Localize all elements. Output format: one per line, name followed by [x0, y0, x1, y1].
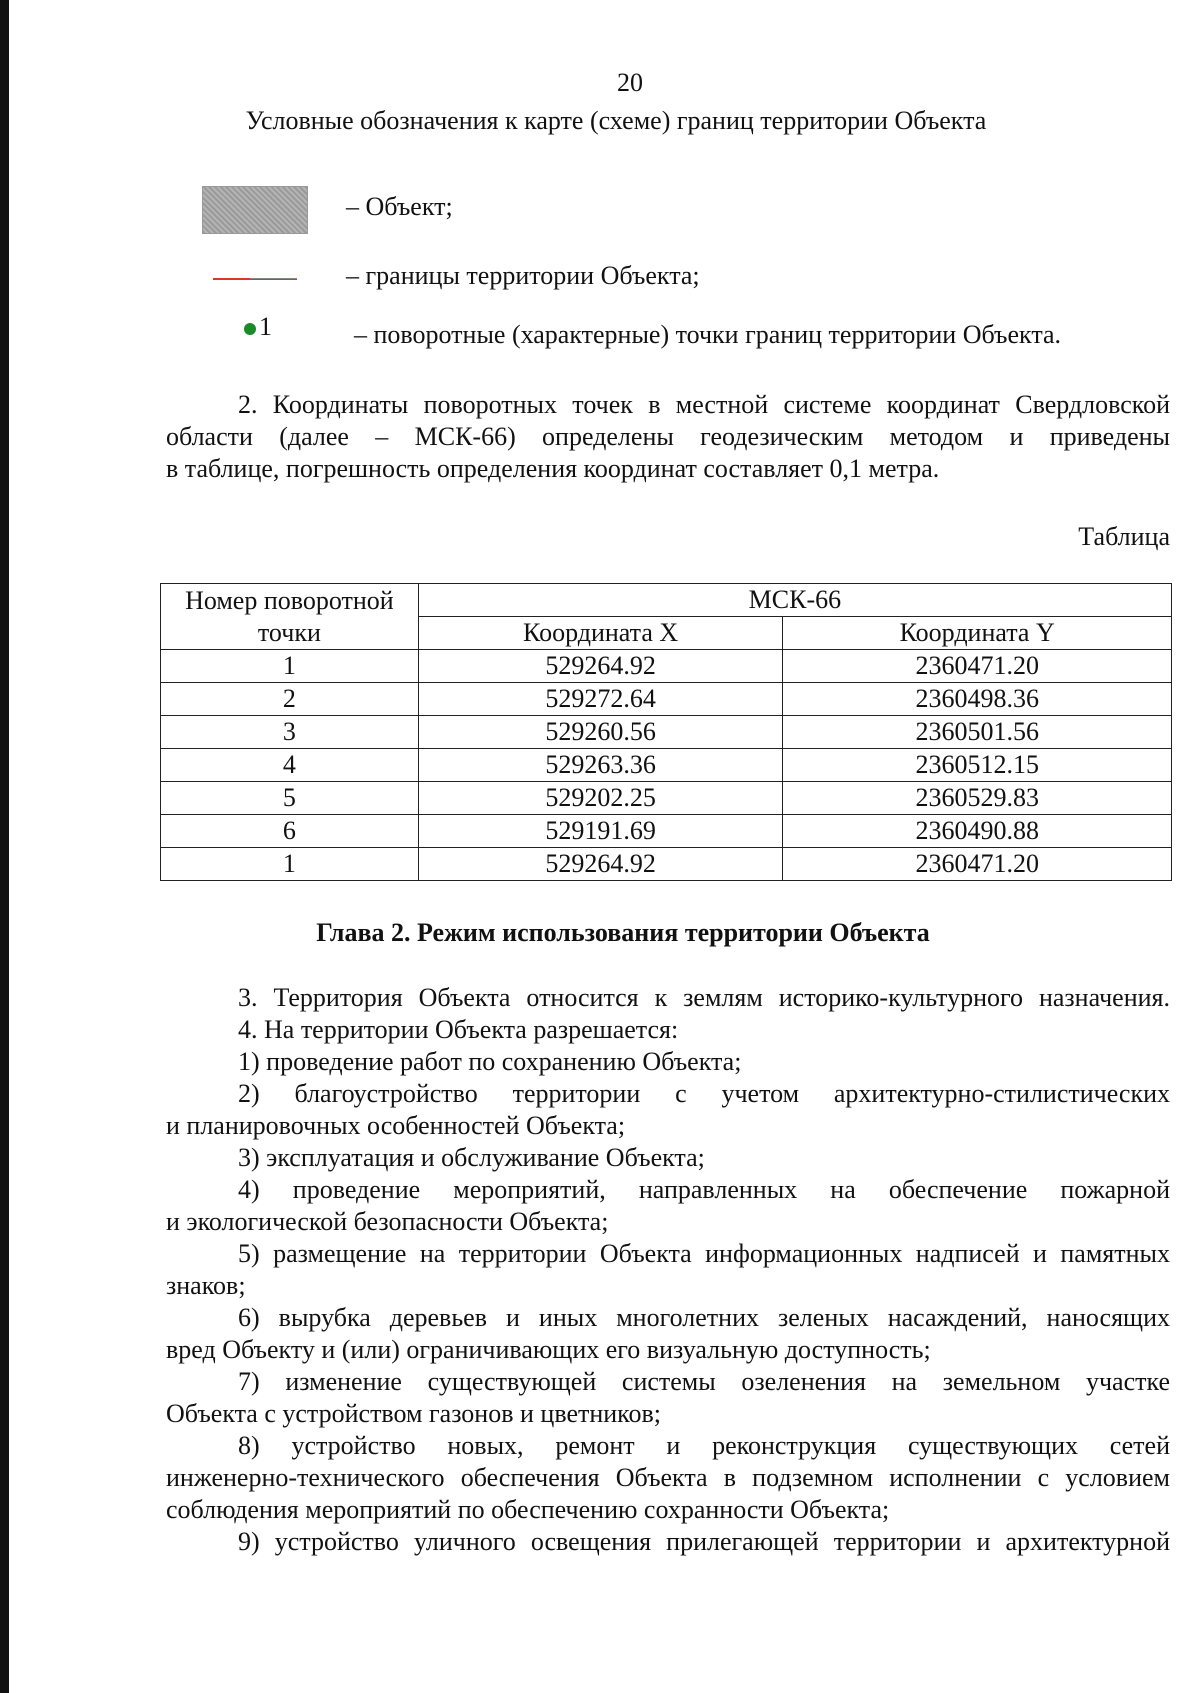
- body-line: Объекта с устройством газонов и цветников;: [166, 1399, 661, 1428]
- paragraph-2-line: в таблице, погрешность определения координат составляет 0,1 метра.: [166, 454, 940, 483]
- legend-title: Условные обозначения к карте (схеме) границ территории Объекта: [245, 106, 987, 135]
- body-line: 5) размещение на территории Объекта информационных надписей и памятных: [238, 1239, 1170, 1268]
- cell-point-number: 4: [161, 749, 419, 782]
- turning-point-dot-icon: [244, 323, 256, 335]
- cell-x: 529263.36: [418, 749, 783, 782]
- body-line: 6) вырубка деревьев и иных многолетних зеленых насаждений, наносящих: [238, 1303, 1170, 1332]
- body-line: соблюдения мероприятий по обеспечению сохранности Объекта;: [166, 1495, 890, 1524]
- body-line: и планировочных особенностей Объекта;: [166, 1111, 626, 1140]
- cell-y: 2360529.83: [783, 782, 1172, 815]
- cell-point-number: 1: [161, 650, 419, 683]
- paragraph-2-line: области (далее – МСК-66) определены геодезическим методом и приведены: [166, 422, 1170, 451]
- cell-y: 2360471.20: [783, 650, 1172, 683]
- legend-object-label: – Объект;: [346, 192, 453, 221]
- cell-y: 2360490.88: [783, 815, 1172, 848]
- boundary-legend-line-extension: [250, 278, 297, 279]
- page-number: 20: [617, 68, 643, 97]
- paragraph-2: [166, 389, 1170, 485]
- legend-point-marker-number: 1: [259, 312, 272, 341]
- legend-point-label: – поворотные (характерные) точки границ территории Объекта.: [354, 320, 1062, 349]
- cell-y: 2360501.56: [783, 716, 1172, 749]
- cell-point-number: 1: [161, 848, 419, 881]
- body-line: 3. Территория Объекта относится к землям историко-культурного назначения.: [238, 983, 1170, 1012]
- cell-point-number: 3: [161, 716, 419, 749]
- cell-y: 2360498.36: [783, 683, 1172, 716]
- body-line: 3) эксплуатация и обслуживание Объекта;: [238, 1143, 705, 1172]
- cell-point-number: 5: [161, 782, 419, 815]
- body-line: 4. На территории Объекта разрешается:: [238, 1015, 679, 1044]
- table-row: [161, 815, 1172, 848]
- body-line: 8) устройство новых, ремонт и реконструкция существующих сетей: [238, 1431, 1170, 1460]
- header-point-number: Номер поворотной точки: [161, 584, 419, 650]
- table-row: [161, 683, 1172, 716]
- body-line: и экологической безопасности Объекта;: [166, 1207, 609, 1236]
- header-msk66: МСК-66: [418, 584, 1171, 617]
- body-line: инженерно-технического обеспечения Объекта в подземном исполнении с условием: [166, 1463, 1170, 1492]
- body-line: знаков;: [166, 1271, 246, 1300]
- object-legend-swatch: [202, 186, 308, 234]
- table-row: [161, 650, 1172, 683]
- legend-boundary-label: – границы территории Объекта;: [346, 261, 700, 290]
- table-row: [161, 749, 1172, 782]
- body-text: [166, 982, 1170, 1558]
- cell-x: 529191.69: [418, 815, 783, 848]
- body-line: 1) проведение работ по сохранению Объекта;: [238, 1047, 742, 1076]
- cell-y: 2360471.20: [783, 848, 1172, 881]
- cell-x: 529264.92: [418, 848, 783, 881]
- body-line: 2) благоустройство территории с учетом архитектурно-стилистических: [238, 1079, 1170, 1108]
- chapter-title: Глава 2. Режим использования территории Объекта: [316, 918, 930, 947]
- cell-y: 2360512.15: [783, 749, 1172, 782]
- body-line: вред Объекту и (или) ограничивающих его визуальную доступность;: [166, 1335, 931, 1364]
- body-line: 4) проведение мероприятий, направленных на обеспечение пожарной: [238, 1175, 1170, 1204]
- table-row: [161, 782, 1172, 815]
- scan-edge: [0, 0, 9, 1693]
- header-coordinate-y: Координата Y: [783, 617, 1172, 650]
- cell-x: 529264.92: [418, 650, 783, 683]
- cell-point-number: 2: [161, 683, 419, 716]
- table-caption: Таблица: [1078, 522, 1170, 551]
- cell-point-number: 6: [161, 815, 419, 848]
- coordinates-table: [160, 583, 1172, 881]
- header-coordinate-x: Координата X: [418, 617, 783, 650]
- table-row: [161, 848, 1172, 881]
- paragraph-2-line: 2. Координаты поворотных точек в местной системе координат Свердловской: [238, 390, 1170, 419]
- cell-x: 529272.64: [418, 683, 783, 716]
- cell-x: 529202.25: [418, 782, 783, 815]
- table-row: [161, 716, 1172, 749]
- cell-x: 529260.56: [418, 716, 783, 749]
- body-line: 9) устройство уличного освещения прилегающей территории и архитектурной: [238, 1527, 1170, 1556]
- body-line: 7) изменение существующей системы озеленения на земельном участке: [238, 1367, 1170, 1396]
